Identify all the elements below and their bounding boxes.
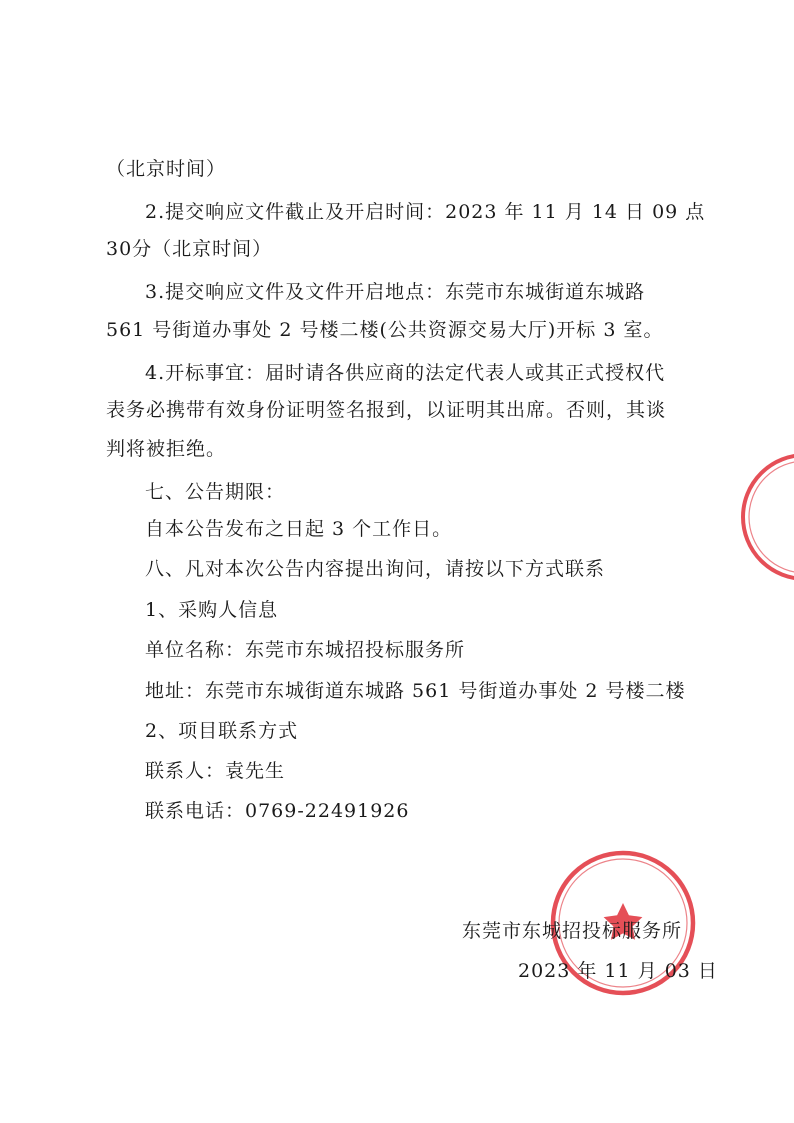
body-line: 联系人：袁先生: [145, 760, 286, 782]
body-line: 表务必携带有效身份证明签名报到，以证明其出席。否则，其谈: [106, 399, 667, 421]
signature-org: 东莞市东城招投标服务所: [462, 920, 683, 942]
body-line: 2、项目联系方式: [145, 720, 299, 742]
body-line: 30分（北京时间）: [106, 238, 273, 260]
body-line: 单位名称：东莞市东城招投标服务所: [145, 639, 466, 661]
body-line: （北京时间）: [106, 158, 227, 180]
body-line: 4.开标事宜：届时请各供应商的法定代表人或其正式授权代: [145, 362, 666, 384]
body-line: 地址：东莞市东城街道东城路 561 号街道办事处 2 号楼二楼: [145, 680, 686, 702]
body-line: 3.提交响应文件及文件开启地点：东莞市东城街道东城路: [145, 281, 646, 303]
section-heading: 八、凡对本次公告内容提出询问，请按以下方式联系: [145, 558, 606, 580]
body-line: 561 号街道办事处 2 号楼二楼(公共资源交易大厅)开标 3 室。: [106, 319, 664, 341]
body-line: 2.提交响应文件截止及开启时间：2023 年 11 月 14 日 09 点: [145, 201, 706, 223]
edge-seal: [730, 452, 794, 582]
section-heading: 七、公告期限：: [145, 481, 286, 503]
body-line: 1、采购人信息: [145, 599, 279, 621]
signature-date: 2023 年 11 月 03 日: [518, 960, 718, 982]
body-line: 联系电话：0769-22491926: [145, 800, 410, 822]
body-line: 判将被拒绝。: [106, 438, 227, 460]
body-line: 自本公告发布之日起 3 个工作日。: [145, 518, 453, 540]
